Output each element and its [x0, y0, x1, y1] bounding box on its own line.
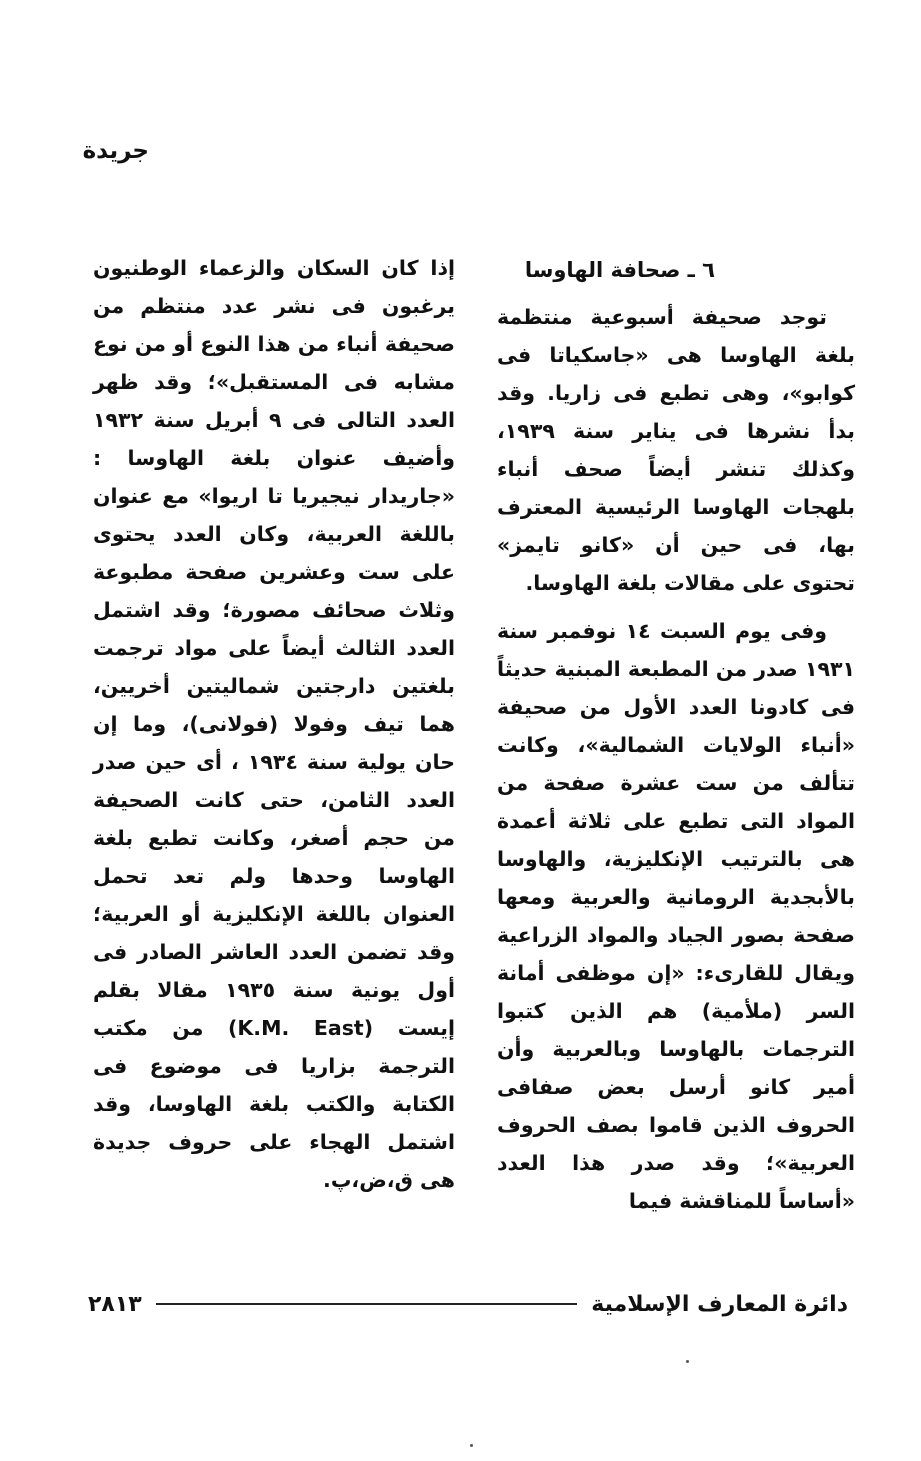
- paragraph: توجد صحيفة أسبوعية منتظمة بلغة الهاوسا هى «جاسكياتا فى كوابو»، وهى تطبع فى زاريا. وقد بدأ نشرها فى يناير سنة ١٩٣٩، وكذلك تنشر أيضاً صحف أنباء بلهجات الهاوسا الرئيسية المعترف بها، فى حين أن «كانو تايمز» تحتوى على مقالات بلغة الهاوسا.: [497, 305, 855, 595]
- section-heading: ٦ ـ صحافة الهاوسا: [524, 258, 715, 282]
- paragraph: وفى يوم السبت ١٤ نوفمبر سنة ١٩٣١ صدر من المطبعة المبنية حديثاً فى كادونا العدد الأول من صحيفة «أنباء الولايات الشمالية»، وكانت تتألف من ست عشرة صفحة من المواد التى تطبع على ثلاثة أعمدة هى بالترتيب الإنكليزية، والهاوسا بالأبجدية الرومانية والعربية ومعها صفحة بصور الجياد والمواد الزراعية ويقال للقارىء: «إن موظفى أمانة السر (ملأمية) هم الذين كتبوا الترجمات بالهاوسا وبالعربية وأن أمير كانو أرسل بعض صفافى الحروف الذين قاموا بصف الحروف العربية»؛ وقد صدر هذا العدد «أساساً للمناقشة فيما: [497, 619, 855, 1213]
- footer-rule: [156, 1303, 578, 1305]
- page-footer: [88, 1288, 848, 1320]
- right-column: [497, 250, 855, 1220]
- scan-speck: [686, 1360, 689, 1363]
- page-number: ٢٨١٣: [88, 1291, 142, 1317]
- footer-title: دائرة المعارف الإسلامية: [591, 1291, 848, 1317]
- scan-speck: [470, 1444, 473, 1447]
- continuation-paragraph: إذا كان السكان والزعماء الوطنيون يرغبون فى نشر عدد منتظم من صحيفة أنباء من هذا النوع أو من نوع مشابه فى المستقبل»؛ وقد ظهر العدد التالى فى ٩ أبريل سنة ١٩٣٢ وأضيف عنوان بلغة الهاوسا : «جاريدار نيجيريا تا اريوا» مع عنوان باللغة العربية، وكان العدد يحتوى على ست وعشرين صفحة مطبوعة وثلاث صحائف مصورة؛ وقد اشتمل العدد الثالث أيضاً على مواد ترجمت بلغتين دارجتين شماليتين أخريين، هما تيف وفولا (فولانى)، وما إن حان يولية سنة ١٩٣٤ ، أى حين صدر العدد الثامن، حتى كانت الصحيفة من حجم أصغر، وكانت تطبع بلغة الهاوسا وحدها ولم تعد تحمل العنوان باللغة الإنكليزية أو العربية؛ وقد تضمن العدد العاشر الصادر فى أول يونية سنة ١٩٣٥ مقالا بقلم إيست (K.M. East) من مكتب الترجمة بزاريا فى موضوع فى الكتابة والكتب بلغة الهاوسا، وقد اشتمل الهجاء على حروف جديدة هى ق،ض،پ.: [93, 256, 455, 1192]
- running-head: جريدة: [82, 138, 149, 164]
- left-column: [93, 249, 455, 1199]
